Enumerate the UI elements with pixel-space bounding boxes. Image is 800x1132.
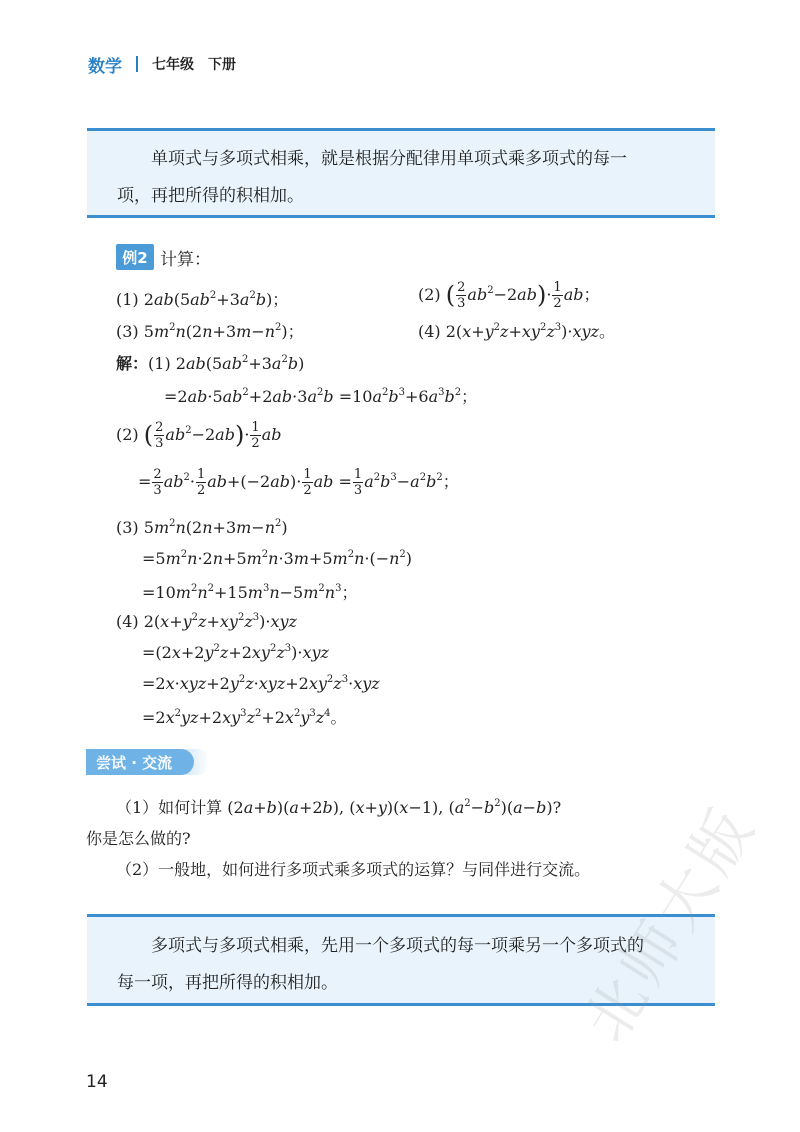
rule-text-line-2: 项，再把所得的积相加。 (117, 186, 304, 206)
question-1-prefix: （1）如何计算 (116, 798, 223, 817)
problem-1: (1) $2ab(5ab^2+3a^2b)$； (116, 290, 289, 309)
problem-2: (2) ( $\frac{2}{3}$ $ab^2-2ab)\cdot$ $\frac{1}{2}$ ab； (418, 280, 600, 311)
rule-box-monomial-polynomial (87, 128, 715, 218)
header-divider (136, 56, 138, 72)
solution-4-line-1: (4) $2(x+y^2z+xy^2z^3)\cdot xyz$ (116, 612, 297, 631)
rule-text-line-1: 单项式与多项式相乘，就是根据分配律用单项式乘多项式的每一 (151, 149, 627, 169)
solution-3-line-2: $=5m^2n\cdot 2n+5m^2n\cdot 3m+5m^2n\cdot(-n^2)$ (142, 549, 413, 568)
solution-4-line-2: $=(2x+2y^2z+2xy^2z^3)\cdot xyz$ (142, 643, 329, 662)
solution-1-line-2: $=2ab\cdot 5ab^2+2ab\cdot 3a^2b =10a^2b^3+6a^3b^2$； (164, 387, 478, 406)
question-1-line-1: （1）如何计算 (2a+b)(a+2b), (x+y)(x−1), $(a^2-b^2)(a-b)$? (116, 798, 562, 817)
solution-2-line-2: = $\frac{2}{3}$ $ab^2\cdot$ $\frac{1}{2}$ ab+(−2ab)· $\frac{1}{2}$ ab = $\frac{1}{3}$ $a^2b^3-a^2b^2$； (138, 467, 459, 498)
problem-4: (4) $2(x+y^2z+xy^2z^3)\cdot xyz$。 (418, 322, 615, 341)
rule2-text-line-1: 多项式与多项式相乘，先用一个多项式的每一项乘另一个多项式的 (151, 936, 644, 956)
example-title: 计算： (160, 250, 211, 270)
page-number: 14 (86, 1072, 108, 1092)
solution-4-line-4: $=2x^2yz+2xy^3z^2+2x^2y^3z^4$。 (142, 708, 347, 727)
solution-3-line-1: (3) $5m^2n(2n+3m-n^2)$ (116, 518, 288, 537)
solution-3-line-3: $=10m^2n^2+15m^3n-5m^2n^3$； (142, 583, 358, 602)
publisher-watermark: 北师大版 (571, 793, 771, 1054)
rule2-text-line-2: 每一项，再把所得的积相加。 (117, 973, 338, 993)
header-subject: 数学 (88, 56, 122, 77)
section-tag-try-discuss: 尝试 · 交流 (86, 749, 194, 775)
running-header (88, 53, 236, 75)
solution-1-line-1: 解：(1) $2ab(5ab^2+3a^2b)$ (116, 354, 305, 373)
question-1-line-2: 你是怎么做的? (86, 829, 191, 848)
problem-3: (3) $5m^2n(2n+3m-n^2)$； (116, 322, 304, 341)
solution-2-line-1: (2) ( $\frac{2}{3}$ $ab^2-2ab)\cdot$ $\frac{1}{2}$ ab (116, 420, 282, 451)
question-2: （2）一般地，如何进行多项式乘多项式的运算？与同伴进行交流。 (116, 860, 591, 879)
header-volume: 下册 (208, 57, 236, 73)
example-badge: 例2 (116, 244, 154, 270)
solution-4-line-3: $=2x\cdot xyz+2y^2z\cdot xyz+2xy^2z^3\cdot xyz$ (142, 674, 380, 693)
header-grade: 七年级 (152, 57, 194, 73)
solution-label: 解： (116, 354, 149, 373)
